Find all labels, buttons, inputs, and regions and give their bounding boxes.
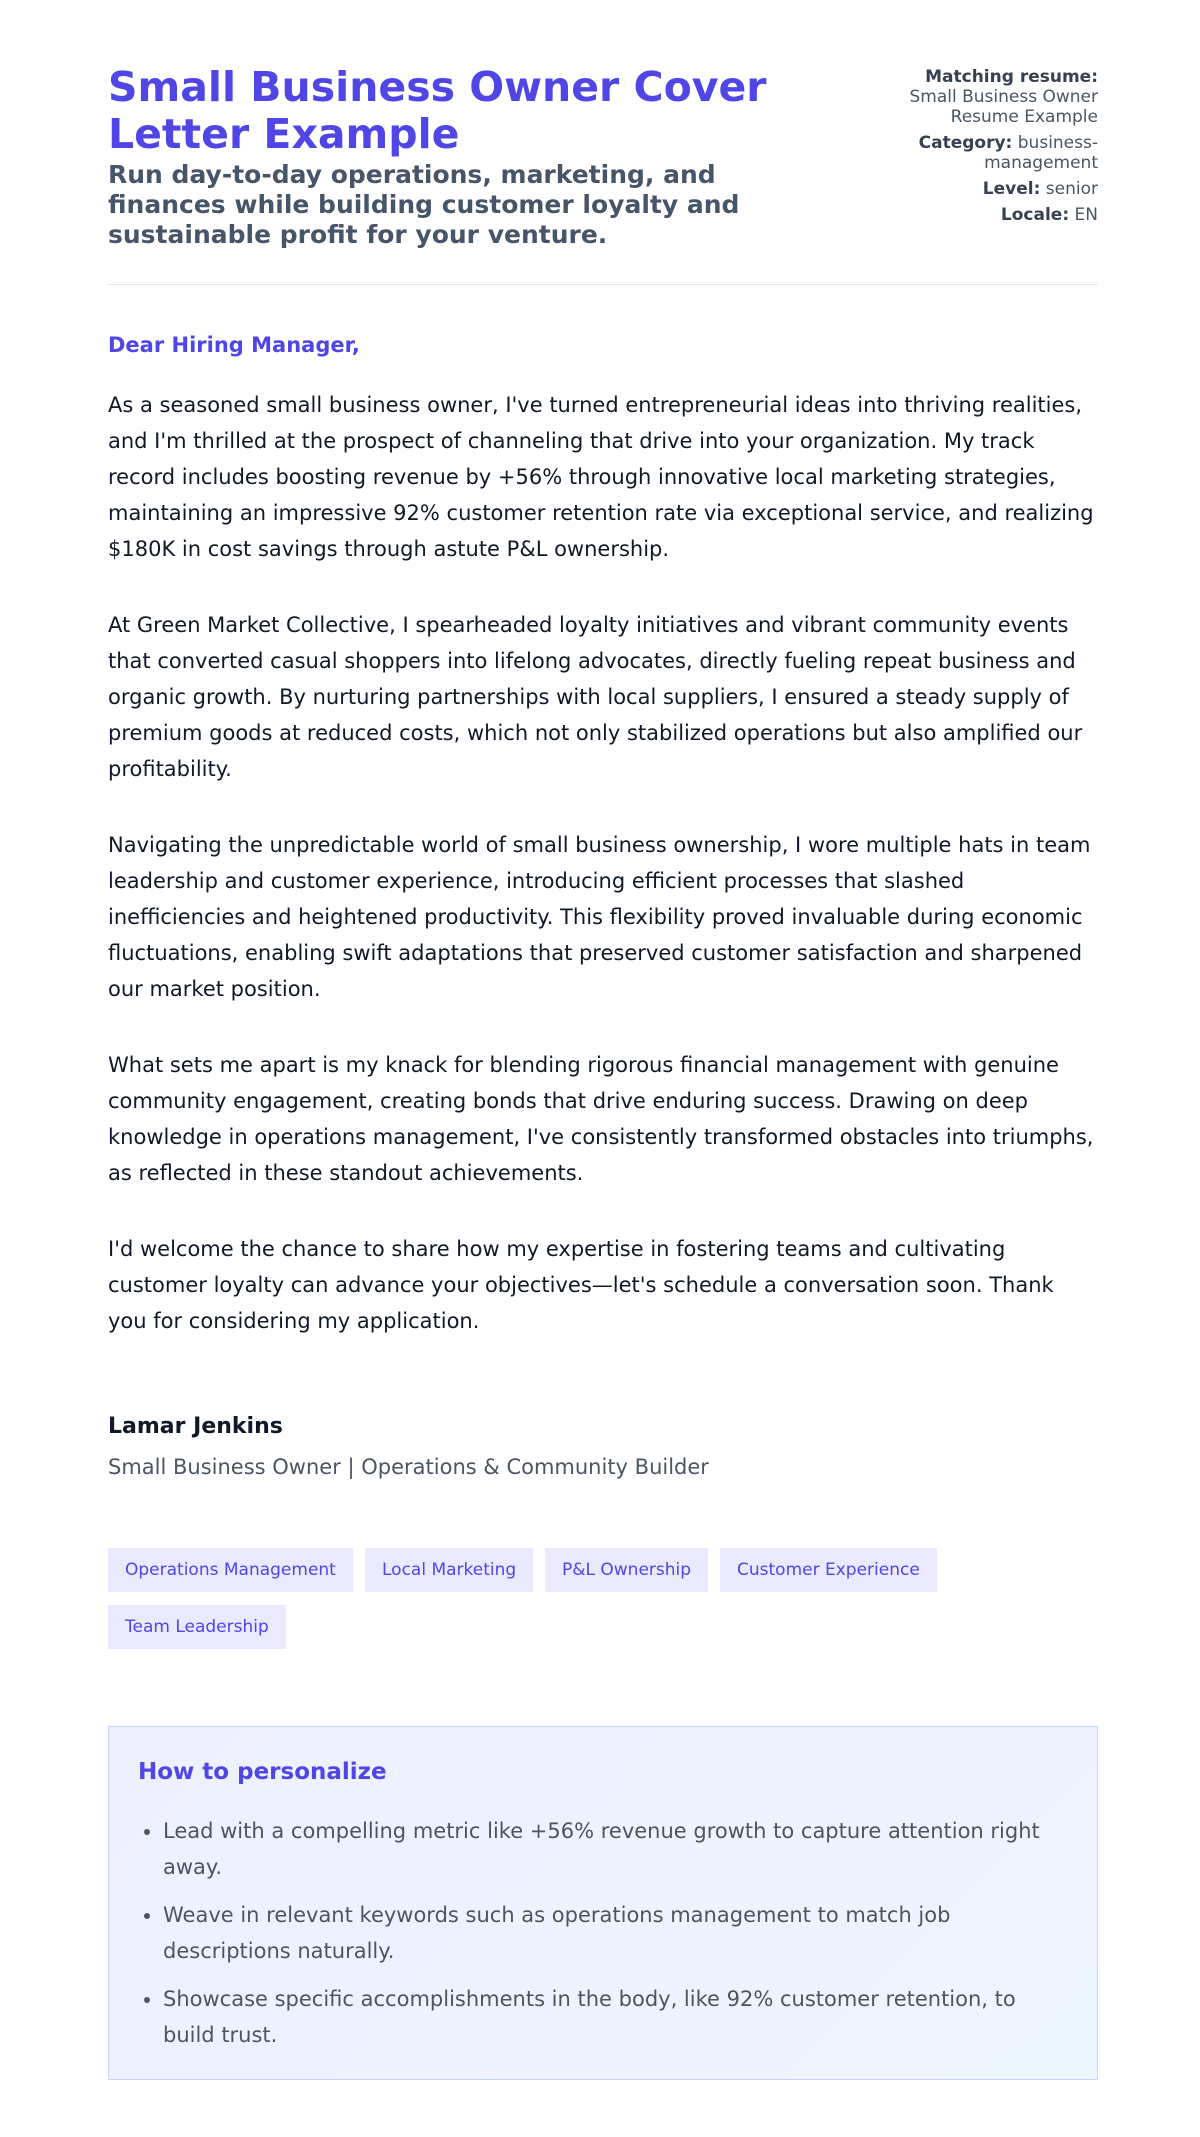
signer-name: Lamar Jenkins — [108, 1414, 283, 1439]
tip-item: • Showcase specific accomplishments in the body, like 92% customer retention, to build trust. — [163, 1981, 1043, 2053]
header-divider — [108, 284, 1098, 285]
skill-tag: Team Leadership — [108, 1605, 286, 1649]
skill-tag: Local Marketing — [365, 1548, 533, 1592]
letter-greeting: Dear Hiring Manager, — [108, 333, 360, 357]
skill-tag: P&L Ownership — [545, 1548, 708, 1592]
letter-paragraph: At Green Market Collective, I spearheaded loyalty initiatives and vibrant community events that converted casual shoppers into lifelong advocates, directly fueling repeat business and organic growth. By nurturing partnerships with local suppliers, I ensured a steady supply of premium goods at reduced costs, which not only stabilized operations but also amplified our profitability. — [108, 613, 1083, 781]
skill-tag: Customer Experience — [720, 1548, 937, 1592]
meta-value: business-management — [984, 133, 1098, 173]
letter-paragraph: I'd welcome the chance to share how my expertise in fostering teams and cultivating customer loyalty can advance your objectives—let's schedule a conversation soon. Thank you for considering my application. — [108, 1237, 1054, 1333]
letter-paragraph: What sets me apart is my knack for blending rigorous financial management with genuine community engagement, creating bonds that drive enduring success. Drawing on deep knowledge in operations management, I've consistently transformed obstacles into triumphs, as reflected in these standout achievements. — [108, 1053, 1094, 1185]
tip-item: • Lead with a compelling metric like +56% revenue growth to capture attention right away. — [163, 1813, 1043, 1885]
page-header — [108, 64, 1098, 250]
meta-category — [848, 133, 1098, 173]
meta-label: Category: — [918, 133, 1013, 153]
meta-level — [848, 179, 1098, 199]
tip-item: • Weave in relevant keywords such as operations management to match job descriptions naturally. — [163, 1897, 1043, 1969]
meta-value: Small Business Owner Resume Example — [909, 87, 1098, 127]
meta-value: senior — [1045, 179, 1098, 199]
signer-title: Small Business Owner | Operations & Community Builder — [108, 1455, 709, 1479]
tips-heading: How to personalize — [138, 1759, 387, 1785]
meta-label: Level: — [982, 179, 1041, 199]
personalize-tips-box — [108, 1726, 1098, 2080]
page-subtitle: Run day-to-day operations, marketing, and finances while building customer loyalty and sustainable profit for your venture. — [108, 160, 740, 249]
meta-label: Locale: — [1000, 205, 1070, 225]
meta-value: EN — [1074, 205, 1098, 225]
letter-paragraph: Navigating the unpredictable world of small business ownership, I wore multiple hats in team leadership and customer experience, introducing efficient processes that slashed inefficiencies and heightened productivity. This flexibility proved invaluable during economic fluctuations, enabling swift adaptations that preserved customer satisfaction and sharpened our market position. — [108, 833, 1091, 1001]
skill-tag: Operations Management — [108, 1548, 353, 1592]
page-title: Small Business Owner Cover Letter Example — [108, 63, 767, 158]
letter-paragraph: As a seasoned small business owner, I've turned entrepreneurial ideas into thriving realities, and I'm thrilled at the prospect of channeling that drive into your organization. My track record includes boosting revenue by +56% through innovative local marketing strategies, maintaining an impressive 92% customer retention rate via exceptional service, and realizing $180K in cost savings through astute P&L ownership. — [108, 393, 1094, 561]
meta-panel — [848, 67, 1098, 231]
meta-locale — [848, 205, 1098, 225]
meta-label: Matching resume: — [925, 67, 1098, 87]
letter-body — [108, 387, 1098, 1379]
tips-list — [163, 1813, 1043, 2065]
meta-matching-resume — [848, 67, 1098, 127]
